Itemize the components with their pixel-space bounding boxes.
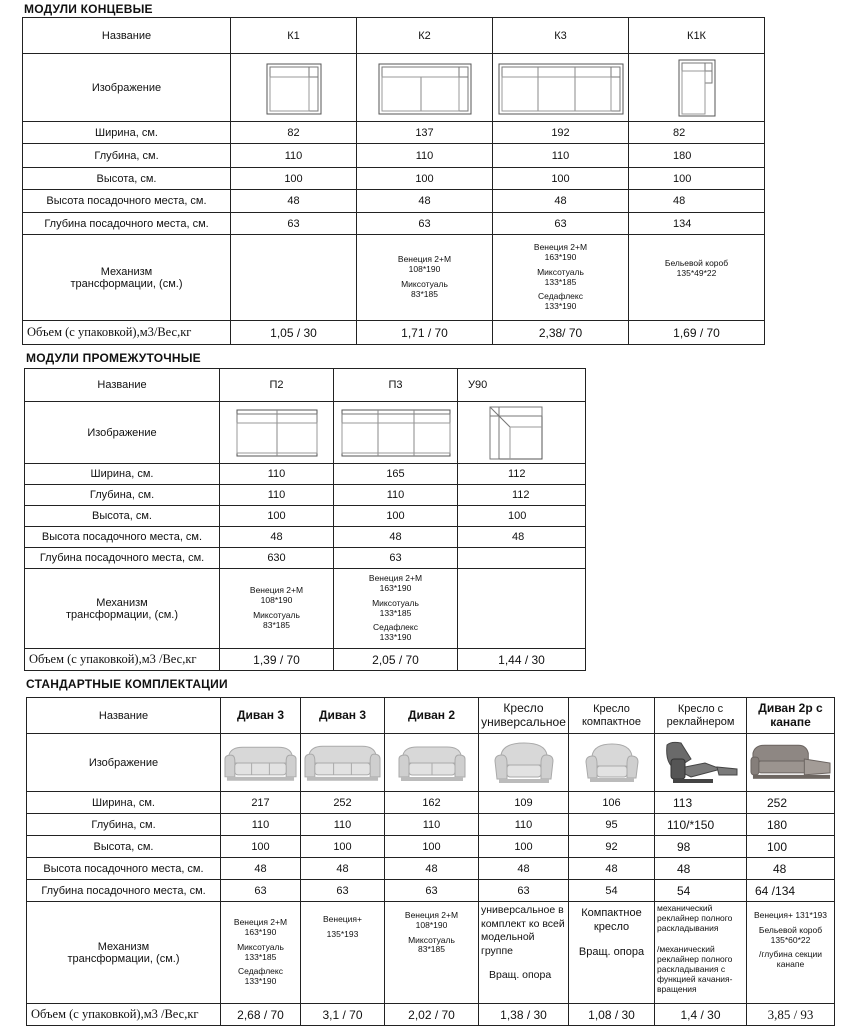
row-label-width: Ширина, см. <box>23 122 231 144</box>
mechanism-line: Миксотуаль <box>408 934 455 945</box>
value-depth: 110 <box>357 144 493 168</box>
col-name-p2: П2 <box>220 369 334 402</box>
mechanism-cell-k3 <box>493 235 629 321</box>
value-seat-height: 48 <box>493 190 629 213</box>
row-label-volume: Объем (с упаковкой),м3 /Вес,кг <box>27 1004 221 1026</box>
col-name-k1: К1 <box>231 18 357 54</box>
col-name-armchair-compact: Кресло компактное <box>569 698 655 734</box>
image-cell-p3 <box>334 402 458 464</box>
mechanism-line: Венеция 2+М <box>397 254 452 265</box>
value-seat-height: 48 <box>231 190 357 213</box>
value-volume: 1,44 / 30 <box>458 649 586 671</box>
mechanism-line: 83*185 <box>418 944 445 955</box>
row-label-mechanism: Механизм трансформации, (см.) <box>27 902 221 1004</box>
row-label-depth: Глубина, см. <box>25 485 220 506</box>
mechanism-cell <box>655 902 747 1004</box>
value-width: 192 <box>493 122 629 144</box>
armchair-universal-photo <box>493 739 555 787</box>
value-seat-height: 48 <box>334 527 458 548</box>
row-label-depth: Глубина, см. <box>23 144 231 168</box>
end-module-k3-icon <box>497 60 625 116</box>
value-width: 82 <box>629 122 765 144</box>
corner-module-u90-icon <box>488 405 544 461</box>
mechanism-line: 108*190 <box>260 595 293 606</box>
col-name-armchair-universal: Кресло универсальное <box>479 698 569 734</box>
mechanism-line: 163*190 <box>379 582 412 593</box>
value-height: 100 <box>385 836 479 858</box>
row-label-seat-height: Высота посадочного места, см. <box>27 858 221 880</box>
value-volume: 3,85 / 93 <box>747 1004 835 1026</box>
mechanism-cell <box>385 902 479 1004</box>
end-module-k1k-icon <box>677 58 717 118</box>
value-seat-depth: 63 <box>231 213 357 235</box>
value-height: 100 <box>629 168 765 190</box>
col-name-p3: П3 <box>334 369 458 402</box>
mechanism-line: 108*190 <box>415 919 448 930</box>
image-cell <box>221 734 301 792</box>
sofa-2r-canape-photo <box>749 741 832 785</box>
value-seat-height: 48 <box>569 858 655 880</box>
mechanism-line: 133*185 <box>379 607 412 618</box>
image-cell <box>385 734 479 792</box>
value-seat-depth: 63 <box>221 880 301 902</box>
row-label-depth: Глубина, см. <box>27 814 221 836</box>
value-depth: 110 <box>221 814 301 836</box>
value-height: 98 <box>655 836 747 858</box>
image-cell-k3 <box>493 54 629 122</box>
value-depth: 180 <box>747 814 835 836</box>
col-name-k1k: К1К <box>629 18 765 54</box>
image-cell-k2 <box>357 54 493 122</box>
value-width: 162 <box>385 792 479 814</box>
row-label-volume: Объем (с упаковкой),м3/Вес,кг <box>23 321 231 345</box>
value-volume: 2,38/ 70 <box>493 321 629 345</box>
image-cell-u90 <box>458 402 586 464</box>
mechanism-line: Седафлекс <box>238 966 283 977</box>
mechanism-line: Венеция+ <box>322 914 362 924</box>
row-label-height: Высота, см. <box>23 168 231 190</box>
mechanism-line: Венеция 2+М <box>249 585 304 596</box>
image-cell-k1k <box>629 54 765 122</box>
mechanism-line: 133*190 <box>544 301 577 312</box>
value-seat-height: 48 <box>458 527 586 548</box>
value-depth: 110 <box>220 485 334 506</box>
value-width: 109 <box>479 792 569 814</box>
mechanism-line: 133*190 <box>244 976 277 987</box>
mechanism-line: 133*185 <box>244 951 277 962</box>
mechanism-line: Миксотуаль <box>237 941 284 952</box>
section-title-standard-sets: СТАНДАРТНЫЕ КОМПЛЕКТАЦИИ <box>26 677 228 691</box>
mechanism-line: Миксотуаль <box>372 597 419 608</box>
value-depth: 95 <box>569 814 655 836</box>
row-label-name: Название <box>27 698 221 734</box>
value-seat-depth: 54 <box>655 880 747 902</box>
mechanism-cell <box>301 902 385 1004</box>
mechanism-line: /механический реклайнер полного раскладывания с функцией качания-вращения <box>657 943 733 995</box>
value-seat-depth: 63 <box>479 880 569 902</box>
sofa-2-photo <box>397 741 467 785</box>
mechanism-line: Миксотуаль <box>401 279 448 289</box>
value-seat-depth: 64 /134 <box>747 880 835 902</box>
row-label-height: Высота, см. <box>25 506 220 527</box>
value-depth: 110/*150 <box>655 814 747 836</box>
value-seat-height: 48 <box>479 858 569 880</box>
standard-sets-table <box>26 697 835 1026</box>
mechanism-line: Венеция 2+М <box>368 573 423 584</box>
value-height: 100 <box>221 836 301 858</box>
mechanism-line: Седафлекс <box>538 291 583 302</box>
col-name-sofa-2: Диван 2 <box>385 698 479 734</box>
mechanism-line: 135*49*22 <box>676 267 717 278</box>
value-depth: 110 <box>493 144 629 168</box>
row-label-seat-depth: Глубина посадочного места, см. <box>27 880 221 902</box>
value-width: 252 <box>747 792 835 814</box>
mechanism-cell-k2 <box>357 235 493 321</box>
mechanism-line: Венеция 2+М <box>404 910 459 920</box>
value-volume: 2,05 / 70 <box>334 649 458 671</box>
mechanism-cell-u90 <box>458 569 586 649</box>
value-width: 106 <box>569 792 655 814</box>
value-width: 112 <box>458 464 586 485</box>
mechanism-cell <box>747 902 835 1004</box>
image-cell <box>301 734 385 792</box>
row-label-width: Ширина, см. <box>27 792 221 814</box>
row-label-seat-depth: Глубина посадочного места, см. <box>25 548 220 569</box>
mechanism-cell-k1k <box>629 235 765 321</box>
col-name-sofa-3: Диван 3 <box>221 698 301 734</box>
value-height: 100 <box>334 506 458 527</box>
value-seat-height: 48 <box>747 858 835 880</box>
row-label-name: Название <box>25 369 220 402</box>
mechanism-line: 133*185 <box>544 276 577 287</box>
col-name-armchair-recliner: Кресло с реклайнером <box>655 698 747 734</box>
mid-modules-table <box>24 368 586 671</box>
image-cell-p2 <box>220 402 334 464</box>
value-volume: 1,39 / 70 <box>220 649 334 671</box>
mechanism-cell-p3 <box>334 569 458 649</box>
value-volume: 1,4 / 30 <box>655 1004 747 1026</box>
col-name-u90: У90 <box>458 369 586 402</box>
row-label-mechanism: Механизм трансформации, (см.) <box>25 569 220 649</box>
value-height: 92 <box>569 836 655 858</box>
image-cell <box>569 734 655 792</box>
value-width: 137 <box>357 122 493 144</box>
value-depth: 110 <box>334 485 458 506</box>
end-modules-table <box>22 17 765 345</box>
value-seat-height: 48 <box>385 858 479 880</box>
row-label-image: Изображение <box>25 402 220 464</box>
value-seat-depth: 63 <box>493 213 629 235</box>
value-depth: 110 <box>301 814 385 836</box>
value-height: 100 <box>301 836 385 858</box>
value-seat-height: 48 <box>629 190 765 213</box>
value-seat-height: 48 <box>220 527 334 548</box>
image-cell <box>479 734 569 792</box>
mid-module-p3-icon <box>340 408 452 458</box>
mechanism-cell-k1 <box>231 235 357 321</box>
mechanism-line: Венеция 2+М <box>533 242 588 253</box>
mechanism-cell <box>569 902 655 1004</box>
row-label-seat-depth: Глубина посадочного места, см. <box>23 213 231 235</box>
mid-module-p2-icon <box>235 408 319 458</box>
mechanism-line: Вращ. опора <box>578 945 645 958</box>
mechanism-line: Бельевой короб <box>664 258 729 268</box>
value-width: 82 <box>231 122 357 144</box>
value-seat-depth: 630 <box>220 548 334 569</box>
value-volume: 1,71 / 70 <box>357 321 493 345</box>
value-depth: 112 <box>458 485 586 506</box>
value-seat-height: 48 <box>301 858 385 880</box>
value-volume: 2,68 / 70 <box>221 1004 301 1026</box>
section-title-end-modules: МОДУЛИ КОНЦЕВЫЕ <box>24 2 153 16</box>
sofa-3-large-photo <box>303 741 382 785</box>
value-height: 100 <box>357 168 493 190</box>
value-height: 100 <box>479 836 569 858</box>
value-volume: 1,08 / 30 <box>569 1004 655 1026</box>
value-height: 100 <box>747 836 835 858</box>
mechanism-line: 163*190 <box>544 251 577 262</box>
row-label-height: Высота, см. <box>27 836 221 858</box>
mechanism-line: Венеция+ 131*193 <box>753 910 828 920</box>
value-height: 100 <box>493 168 629 190</box>
value-seat-height: 48 <box>655 858 747 880</box>
value-seat-depth: 63 <box>301 880 385 902</box>
mechanism-line: Вращ. опора <box>489 968 552 981</box>
value-width: 217 <box>221 792 301 814</box>
mechanism-line: 83*185 <box>263 619 290 630</box>
mechanism-line: универсальное в комплект ко всей модельной группе <box>481 904 565 957</box>
value-height: 100 <box>220 506 334 527</box>
mechanism-line: Седафлекс <box>373 622 418 633</box>
value-width: 113 <box>655 792 747 814</box>
sofa-3-photo <box>223 741 298 785</box>
end-module-k1-icon <box>265 60 323 116</box>
value-seat-height: 48 <box>357 190 493 213</box>
value-seat-depth: 63 <box>334 548 458 569</box>
mechanism-line: Венеция 2+М <box>233 917 288 928</box>
col-name-sofa-3-large: Диван 3 <box>301 698 385 734</box>
mechanism-cell <box>479 902 569 1004</box>
row-label-seat-height: Высота посадочного места, см. <box>25 527 220 548</box>
value-seat-depth: 63 <box>385 880 479 902</box>
value-height: 100 <box>458 506 586 527</box>
value-seat-depth: 54 <box>569 880 655 902</box>
value-volume: 2,02 / 70 <box>385 1004 479 1026</box>
image-cell-k1 <box>231 54 357 122</box>
armchair-compact-photo <box>584 740 640 786</box>
value-volume: 1,05 / 30 <box>231 321 357 345</box>
value-depth: 110 <box>385 814 479 836</box>
value-seat-height: 48 <box>221 858 301 880</box>
value-width: 252 <box>301 792 385 814</box>
value-width: 165 <box>334 464 458 485</box>
row-label-seat-height: Высота посадочного места, см. <box>23 190 231 213</box>
value-height: 100 <box>231 168 357 190</box>
armchair-recliner-photo <box>661 739 741 787</box>
mechanism-line: Компактное кресло <box>581 907 642 934</box>
mechanism-line: 135*193 <box>326 928 359 939</box>
mechanism-line: Бельевой короб 135*60*22 <box>758 924 823 945</box>
mechanism-line: /глубина секции канапе <box>758 949 823 970</box>
mechanism-line: 163*190 <box>244 926 277 937</box>
mechanism-line: 133*190 <box>379 632 412 643</box>
row-label-image: Изображение <box>27 734 221 792</box>
mechanism-line: Миксотуаль <box>253 610 300 620</box>
row-label-name: Название <box>23 18 231 54</box>
row-label-volume: Объем (с упаковкой),м3 /Вес,кг <box>25 649 220 671</box>
value-depth: 180 <box>629 144 765 168</box>
image-cell <box>747 734 835 792</box>
value-seat-depth: 134 <box>629 213 765 235</box>
value-depth: 110 <box>479 814 569 836</box>
value-volume: 1,38 / 30 <box>479 1004 569 1026</box>
mechanism-line: 108*190 <box>408 264 441 275</box>
value-seat-depth <box>458 548 586 569</box>
col-name-k2: К2 <box>357 18 493 54</box>
value-width: 110 <box>220 464 334 485</box>
col-name-sofa-2r-canape: Диван 2р с канапе <box>747 698 835 734</box>
section-title-mid-modules: МОДУЛИ ПРОМЕЖУТОЧНЫЕ <box>26 351 201 365</box>
end-module-k2-icon <box>377 60 473 116</box>
col-name-k3: К3 <box>493 18 629 54</box>
row-label-width: Ширина, см. <box>25 464 220 485</box>
mechanism-line: механический реклайнер полного раскладывания <box>657 903 733 934</box>
mechanism-cell <box>221 902 301 1004</box>
row-label-image: Изображение <box>23 54 231 122</box>
value-depth: 110 <box>231 144 357 168</box>
row-label-mechanism: Механизм трансформации, (см.) <box>23 235 231 321</box>
value-seat-depth: 63 <box>357 213 493 235</box>
image-cell <box>655 734 747 792</box>
value-volume: 1,69 / 70 <box>629 321 765 345</box>
value-volume: 3,1 / 70 <box>301 1004 385 1026</box>
mechanism-cell-p2 <box>220 569 334 649</box>
mechanism-line: 83*185 <box>411 288 438 299</box>
mechanism-line: Миксотуаль <box>537 266 584 277</box>
